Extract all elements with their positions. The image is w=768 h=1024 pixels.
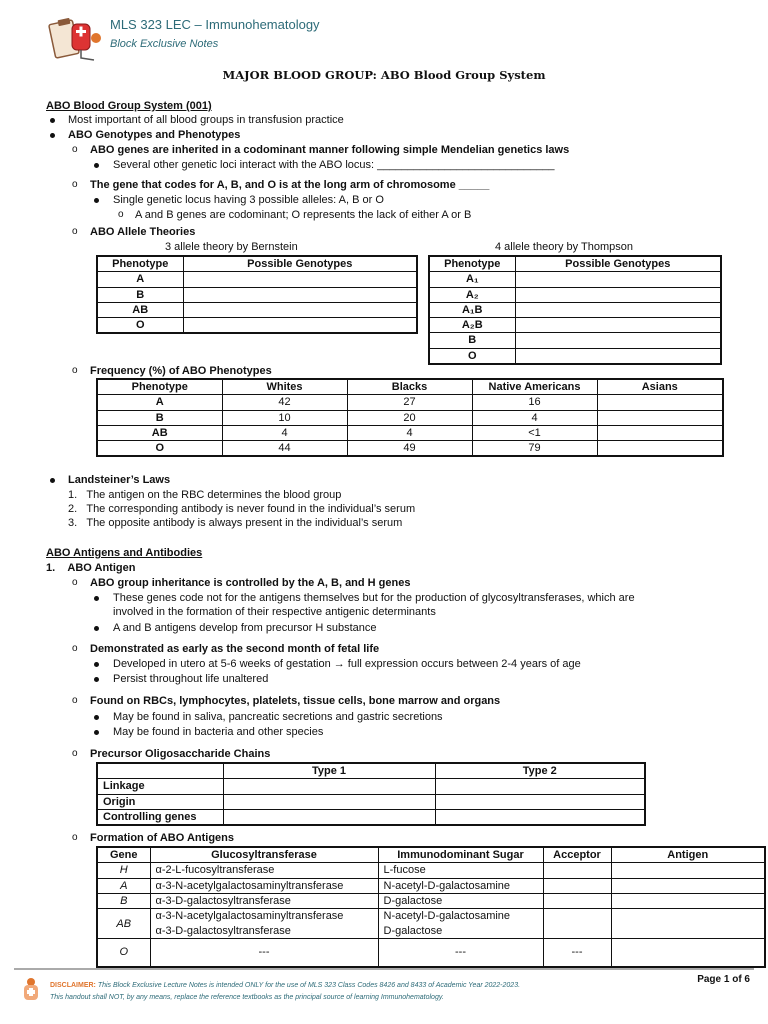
list-item: Several other genetic loci interact with the ABO locus: _____________________________ — [113, 159, 555, 171]
list-item: ABO Allele Theories — [90, 226, 196, 238]
table-cell — [611, 893, 765, 908]
page-header — [46, 14, 746, 64]
table-header: Possible Genotypes — [183, 256, 417, 272]
table-cell: 79 — [472, 441, 597, 457]
table-cell: Controlling genes — [97, 809, 223, 825]
table-cell: B — [97, 287, 183, 302]
list-item: Persist throughout life unaltered — [113, 673, 269, 685]
table-cell: A₂ — [429, 287, 515, 302]
table-cell: H — [97, 863, 150, 878]
table-cell: O — [97, 939, 150, 967]
table-cell: α-3-D-galactosyltransferase — [150, 893, 378, 908]
table-header: Blacks — [347, 379, 472, 395]
footer-divider — [14, 968, 754, 970]
table-cell: B — [97, 893, 150, 908]
bullet-icon — [94, 596, 99, 601]
list-item: Frequency (%) of ABO Phenotypes — [90, 365, 272, 377]
thompson-table — [428, 255, 722, 365]
table-cell: Origin — [97, 794, 223, 809]
table-cell: --- — [150, 939, 378, 967]
numbered-heading: 1. ABO Antigen — [46, 562, 136, 574]
table-cell: AB — [97, 425, 222, 440]
table-header: Whites — [222, 379, 347, 395]
table-cell: 4 — [222, 425, 347, 440]
table-cell — [611, 939, 765, 967]
table-cell: L-fucose — [378, 863, 543, 878]
list-item: A and B antigens develop from precursor H substance — [113, 622, 377, 634]
table-cell: O — [97, 318, 183, 334]
table-header: Native Americans — [472, 379, 597, 395]
table-header: Antigen — [611, 847, 765, 863]
oligosaccharide-table — [96, 762, 646, 826]
bullet-icon — [94, 715, 99, 720]
list-item: 1. The antigen on the RBC determines the blood group — [68, 489, 342, 501]
disclaimer-line-1: DISCLAIMER: This Block Exclusive Lecture Notes is intended ONLY for the use of MLS 323 Class Codes 8426 and 8433 of Academic Year 2022-2023. — [50, 982, 521, 989]
table-row — [97, 909, 765, 939]
landsteiner-title: Landsteiner’s Laws — [68, 474, 171, 486]
table-cell — [597, 395, 723, 410]
table-row — [97, 939, 765, 967]
table-row — [97, 863, 765, 878]
list-item: May be found in saliva, pancreatic secretions and gastric secretions — [113, 711, 443, 723]
bullet-icon — [94, 198, 99, 203]
table-cell: α-3-N-acetylgalactosaminyltransferase — [150, 878, 378, 893]
table-header: Asians — [597, 379, 723, 395]
bullet-icon — [50, 478, 55, 483]
table-cell — [611, 909, 765, 939]
table-cell: A₁ — [429, 272, 515, 287]
table-header: Glucosyltransferase — [150, 847, 378, 863]
table-cell — [543, 863, 611, 878]
blood-bag-icon — [18, 976, 44, 1002]
table-row — [97, 441, 723, 457]
table-cell: 4 — [472, 410, 597, 425]
table-cell: 27 — [347, 395, 472, 410]
table-cell: α-2-L-fucosyltransferase — [150, 863, 378, 878]
table-cell: 16 — [472, 395, 597, 410]
circle-bullet-icon: o — [118, 209, 124, 220]
list-item: ABO genes are inherited in a codominant manner following simple Mendelian genetics laws — [90, 144, 570, 156]
table-cell: A — [97, 272, 183, 287]
table-cell — [611, 878, 765, 893]
table-cell: O — [429, 348, 515, 364]
page-number: Page 1 of 6 — [697, 974, 750, 985]
table-header: Immunodominant Sugar — [378, 847, 543, 863]
table-cell: B — [97, 410, 222, 425]
formation-table — [96, 846, 766, 968]
list-item: Found on RBCs, lymphocytes, platelets, tissue cells, bone marrow and organs — [90, 695, 501, 707]
table-cell — [543, 909, 611, 939]
table-cell — [611, 863, 765, 878]
bullet-icon — [94, 730, 99, 735]
section-heading-antigens: ABO Antigens and Antibodies — [46, 547, 203, 559]
list-item: The gene that codes for A, B, and O is at the long arm of chromosome _____ — [90, 179, 490, 191]
list-item: Formation of ABO Antigens — [90, 832, 235, 844]
table-cell — [597, 410, 723, 425]
table-cell: 20 — [347, 410, 472, 425]
header-title: MLS 323 LEC – Immunohematology — [110, 17, 320, 32]
list-item: A and B genes are codominant; O represents the lack of either A or B — [135, 209, 472, 221]
table-cell — [597, 425, 723, 440]
table-header: Phenotype — [97, 256, 183, 272]
table-header: Acceptor — [543, 847, 611, 863]
list-item: Developed in utero at 5-6 weeks of gestation → full expression occurs between 2-4 years of age — [113, 658, 581, 670]
table-header — [97, 763, 223, 779]
table-cell: --- — [543, 939, 611, 967]
bullet-icon — [94, 677, 99, 682]
circle-bullet-icon: o — [72, 695, 78, 706]
list-item: Precursor Oligosaccharide Chains — [90, 748, 271, 760]
table-cell: N-acetyl-D-galactosamine — [378, 878, 543, 893]
table-header: Gene — [97, 847, 150, 863]
table-cell: α-3-N-acetylgalactosaminyltransferase α-3-D-galactosyltransferase — [150, 909, 378, 939]
circle-bullet-icon: o — [72, 226, 78, 237]
table-row — [97, 425, 723, 440]
table-cell — [543, 893, 611, 908]
list-item: May be found in bacteria and other species — [113, 726, 324, 738]
table-row — [97, 893, 765, 908]
bullet-icon — [50, 118, 55, 123]
header-subtitle: Block Exclusive Notes — [110, 38, 219, 50]
table-cell: 49 — [347, 441, 472, 457]
table-header: Phenotype — [429, 256, 515, 272]
list-item: Single genetic locus having 3 possible alleles: A, B or O — [113, 194, 384, 206]
list-item: ABO Genotypes and Phenotypes — [68, 129, 241, 141]
circle-bullet-icon: o — [72, 577, 78, 588]
section-heading-abo-system: ABO Blood Group System (001) — [46, 100, 212, 112]
bullet-icon — [50, 133, 55, 138]
list-item: ABO group inheritance is controlled by the A, B, and H genes — [90, 577, 411, 589]
table-cell — [543, 878, 611, 893]
page-title: MAJOR BLOOD GROUP: ABO Blood Group System — [222, 68, 546, 82]
bullet-icon — [94, 163, 99, 168]
table-cell — [597, 441, 723, 457]
circle-bullet-icon: o — [72, 179, 78, 190]
list-item: 3. The opposite antibody is always present in the individual’s serum — [68, 517, 403, 529]
list-item: 2. The corresponding antibody is never found in the individual’s serum — [68, 503, 416, 515]
list-item: These genes code not for the antigens themselves but for the production of glycosyltransferases, which are — [113, 592, 635, 604]
circle-bullet-icon: o — [72, 643, 78, 654]
table-cell: <1 — [472, 425, 597, 440]
table-cell: AB — [97, 302, 183, 317]
table-cell: D-galactose — [378, 893, 543, 908]
thompson-caption: 4 allele theory by Thompson — [495, 241, 633, 253]
table-cell: A — [97, 878, 150, 893]
table-cell: A₂B — [429, 318, 515, 333]
table-cell: 4 — [347, 425, 472, 440]
circle-bullet-icon: o — [72, 748, 78, 759]
table-cell: 10 — [222, 410, 347, 425]
table-header: Type 2 — [435, 763, 645, 779]
table-cell: A₁B — [429, 302, 515, 317]
table-cell: 42 — [222, 395, 347, 410]
table-row — [97, 395, 723, 410]
table-cell: B — [429, 333, 515, 348]
bullet-icon — [94, 662, 99, 667]
clipboard-blood-bag-icon — [46, 14, 106, 62]
list-item: involved in the formation of their respective antigenic determinants — [113, 606, 436, 618]
table-cell: A — [97, 395, 222, 410]
bernstein-table — [96, 255, 418, 334]
table-row — [97, 410, 723, 425]
list-item: Demonstrated as early as the second month of fetal life — [90, 643, 380, 655]
table-cell: O — [97, 441, 222, 457]
disclaimer-line-2: This handout shall NOT, by any means, replace the reference textbooks as the principal source of learning Immunohematology. — [50, 994, 444, 1001]
frequency-table — [96, 378, 724, 457]
bernstein-caption: 3 allele theory by Bernstein — [165, 241, 298, 253]
circle-bullet-icon: o — [72, 832, 78, 843]
table-header: Phenotype — [97, 379, 222, 395]
table-cell: Linkage — [97, 779, 223, 794]
list-item: Most important of all blood groups in transfusion practice — [68, 114, 344, 126]
table-cell: N-acetyl-D-galactosamine D-galactose — [378, 909, 543, 939]
table-cell: --- — [378, 939, 543, 967]
bullet-icon — [94, 626, 99, 631]
circle-bullet-icon: o — [72, 365, 78, 376]
table-cell: AB — [97, 909, 150, 939]
circle-bullet-icon: o — [72, 144, 78, 155]
table-header: Type 1 — [223, 763, 435, 779]
table-cell: 44 — [222, 441, 347, 457]
table-header: Possible Genotypes — [515, 256, 721, 272]
table-row — [97, 878, 765, 893]
